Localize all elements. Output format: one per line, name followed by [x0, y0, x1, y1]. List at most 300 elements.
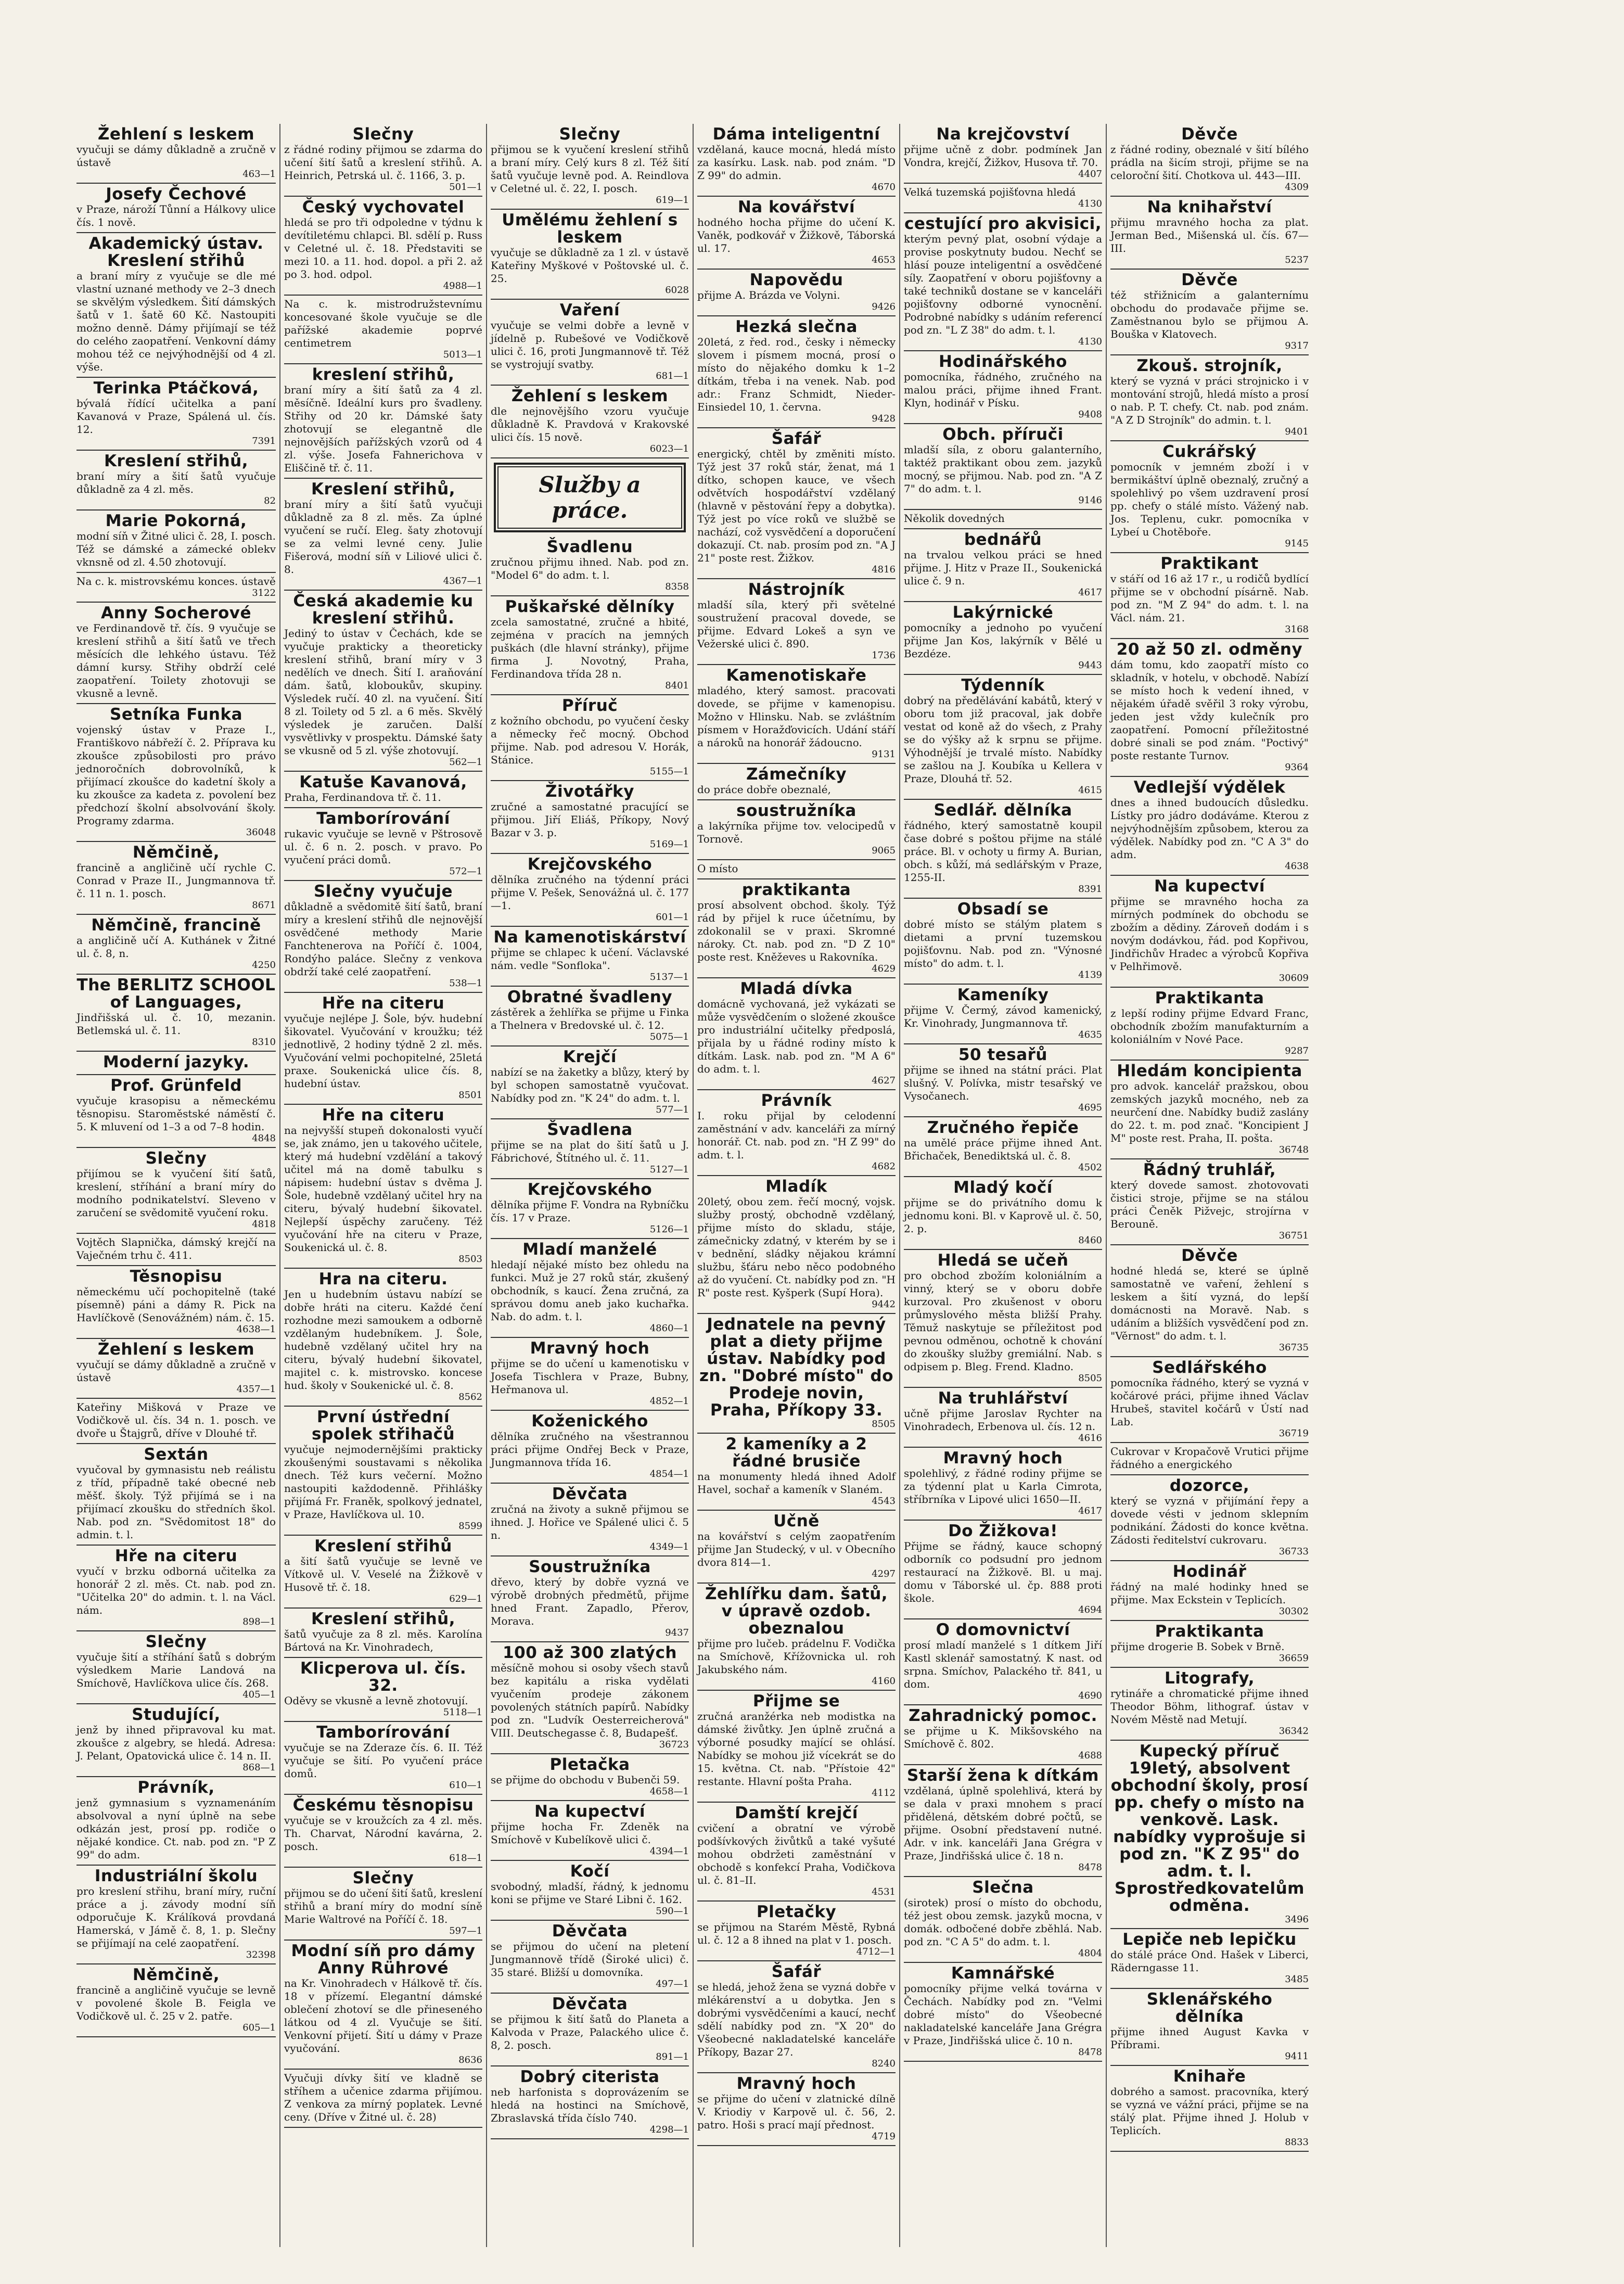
ad-body: vyučuje se důkladně za 1 zl. v ústavě Kateřiny Myškové v Poštovské ul. č. 25. [491, 246, 689, 285]
ad-code: 4854—1 [649, 1469, 689, 1479]
classified-ad [76, 1866, 276, 1964]
ad-code: 4502 [1078, 1162, 1102, 1173]
ad-title: Hledá se učeň [937, 1251, 1069, 1270]
ad-title: Těsnopisu [130, 1267, 223, 1286]
ad-column-6 [1106, 124, 1312, 2247]
ad-title: Řádný truhlář, [1143, 1160, 1276, 1179]
classified-ad [491, 1338, 689, 1411]
ad-body: přijme se do privátního domu k jednomu koni. Bl. v Kaprově ul. č. 50, 2. p. [904, 1196, 1102, 1235]
ad-body: dělníka zručného na všestrannou práci přijme Ondřej Beck v Praze, Jungmannova třída 16. [491, 1430, 689, 1469]
ad-body: vyučuje krasopisu a německému těsnopisu. Staroměstské náměstí č. 5. K mluvení od 1–3 a od 7–8 hodin. [76, 1094, 276, 1133]
ad-body: Oděvy se vkusně a levně zhotovují. [284, 1694, 468, 1707]
ad-code: 36723 [659, 1739, 689, 1750]
ad-body: šatů vyučuje za 8 zl. měs. Karolína Bártová na Kr. Vinohradech, [284, 1628, 482, 1653]
ad-code: 8391 [1078, 884, 1102, 895]
ad-code: 4988—1 [443, 280, 482, 291]
classified-ad [491, 210, 689, 300]
ad-title: O domovnictví [936, 1621, 1070, 1639]
ad-code: 501—1 [449, 182, 482, 193]
ad-code: 4638—1 [236, 1324, 276, 1335]
classified-ad [1110, 1989, 1309, 2066]
classified-ad [284, 591, 482, 772]
ad-code: 4616 [1078, 1433, 1102, 1444]
classified-ad [904, 1250, 1102, 1388]
ad-code: 601—1 [656, 912, 689, 923]
classified-ad [904, 1877, 1102, 1963]
ad-body: přijme se na plat do šití šatů u J. Fábrichové, Štítného ul. č. 11. [491, 1139, 689, 1164]
classified-ad [76, 1234, 276, 1266]
ad-title: praktikanta [741, 881, 851, 899]
ad-code: 4615 [1078, 785, 1102, 796]
classified-ad [697, 1434, 896, 1511]
ad-body: na monumenty hledá ihned Adolf Havel, sochař a kameník v Slaném. [697, 1470, 896, 1496]
ad-body: dělníka zručného na týdenní práci přijme V. Pešek, Senovážná ul. č. 177—1. [491, 873, 689, 912]
ad-column-5 [899, 124, 1106, 2247]
ad-code: 9145 [1285, 538, 1309, 549]
ad-code: 4357—1 [236, 1384, 276, 1395]
ad-body: vyučuje se v kroužcích za 4 zl. měs. Th. Charvat, Národní kavárna, 2. posch. [284, 1814, 482, 1853]
ad-column-3 [486, 124, 693, 2247]
classified-ad [1110, 1061, 1309, 1159]
ad-body: se přijmou k šití šatů do Planeta a Kalvoda v Praze, Palackého ulice č. 8, 2. posch. [491, 2013, 689, 2051]
ad-code: 9442 [872, 1299, 896, 1310]
ad-body: se přijmou na Starém Městě, Rybná ul. č. 12 a 8 ihned na plat v 1. posch. [697, 1921, 896, 1946]
ad-body: Jen u hudebním ústavu nabízí se dobře hráti na citeru. Každé čení rozhodne mezi samoukem a odborně vzdělaným hudebníkem. J. Šole, hudebně vzdělaný učitel hry na citeru, bývalý hudební šikovatel, majitel c. k. mistrovsko. koncese hud. školy v Soukenické ul. č. 8. [284, 1288, 482, 1392]
classified-ad [904, 1705, 1102, 1765]
classified-ad [1110, 1621, 1309, 1668]
ad-body: zručná na životy a sukně přijmou se ihned. J. Hořice ve Spálené ulici č. 5 n. [491, 1503, 689, 1541]
ad-body: se přijme do obchodu v Bubenči 59. [491, 1773, 680, 1786]
ad-body: přijme ihned August Kavka v Příbrami. [1110, 2025, 1309, 2051]
ad-code: 6028 [665, 285, 689, 296]
ad-code: 4130 [1078, 198, 1102, 209]
ad-title: Žehlení s leskem [97, 1340, 255, 1359]
ad-body: O místo [697, 862, 738, 875]
ad-body: nabízí se na žaketky a blůzy, který by byl schopen samostatně vyučovat. Nabídky pod zn. "K 24" do adm. t. l. [491, 1066, 689, 1104]
classified-ad [491, 1556, 689, 1642]
ad-title: Mravný hoch [736, 2074, 856, 2093]
ad-body: vojenský ústav v Praze I., Františkovo nábřeží č. 2. Příprava ku zkoušce způsobilosti pro právo jednoročních dobrovolníků, k přijímací zkoušce do kadetní školy a ku zkoušce za kadeta z. povolení bez předchozí školní absolvování školy. Programy zdarma. [76, 723, 276, 827]
ad-title: Umělému žehlení s leskem [502, 211, 678, 247]
ad-body: na Kr. Vinohradech v Hálkově tř. čís. 18 v přízemí. Elegantní dámské oblečení zhotoví se dle přineseného látkou od 4 zl. Vyučuje se šití. Venkovní přijetí. Šití u dámy v Praze vyučování. [284, 1977, 482, 2055]
ad-title: Klicperova ul. čís. 32. [300, 1659, 467, 1695]
ad-code: 629—1 [449, 1593, 482, 1604]
ad-title: Kočí [570, 1862, 610, 1881]
ad-title: Do Žižkova! [948, 1522, 1058, 1540]
ad-code: 9146 [1078, 495, 1102, 506]
ad-body: 20letá, z řed. rod., česky i německy slovem i písmem mocná, prosí o místo do nějakého domku k 1–2 dítkám, třeba i na venek. Nab. pod adr.: Franz Schmidt, Nieder-Einsiedel 10, 1. června. [697, 336, 896, 413]
classified-ad [76, 1964, 276, 2037]
classified-ad [697, 1511, 896, 1584]
ad-code: 7391 [252, 436, 276, 446]
ad-body: Na c. k. mistrodružstevnímu koncesované škole vyučuje se dle pařížské akademie poprvé centimetrem [284, 298, 482, 349]
ad-code: 9443 [1078, 660, 1102, 671]
ad-code: 36751 [1278, 1230, 1309, 1241]
ad-title: Terinka Ptáčková, [93, 379, 259, 398]
ad-body: mladší síla, který při světelné soustružení pracoval dovede, se přijme. Edvard Lokeš a syn ve Vežerské ulici č. 890. [697, 598, 896, 650]
ad-title: Krejčovského [527, 855, 653, 874]
classified-ad [284, 881, 482, 993]
ad-body: německému učí pochopitelně (také písemně) páni a dámy R. Pick na Havlíčkově (Senovážném) nám. č. 15. [76, 1285, 276, 1324]
classified-ad [76, 1148, 276, 1234]
ad-code: 618—1 [449, 1853, 482, 1864]
ad-body: který dovede samost. zhotovovati čistici stroje, přijme se na stálou práci Čeněk Pižvejc, strojírna v Berouně. [1110, 1179, 1309, 1230]
ad-title: Dáma inteligentní [712, 125, 880, 144]
ad-title: Přijme se [752, 1692, 840, 1711]
classified-ad [491, 1179, 689, 1239]
classified-ad [904, 529, 1102, 602]
classified-ad [1110, 270, 1309, 355]
ad-code: 36342 [1278, 1726, 1309, 1737]
ad-code: 36733 [1278, 1546, 1309, 1557]
classified-ad [76, 1075, 276, 1148]
classified-ad [76, 1631, 276, 1704]
ad-title: Šafář [771, 1962, 822, 1981]
ad-code: 4690 [1078, 1690, 1102, 1701]
ad-title: Tamborírování [316, 809, 450, 828]
classified-ad [1110, 1357, 1309, 1443]
ad-code: 1736 [872, 650, 896, 661]
ad-body: Jindřišská ul. č. 10, mezanin. Betlemská ul. č. 11. [76, 1011, 276, 1037]
ad-title: Napovědu [749, 271, 843, 289]
ad-body: Přijme se řádný, kauce schopný odborník co podsudní pro jednom restaurací na Žižkově. Bl. u maj. domu v Táborské ul. čp. 888 proti škole. [904, 1540, 1102, 1604]
ad-title: Česká akademie ku kreslení střihů. [293, 592, 474, 628]
ad-title: Mladý kočí [953, 1178, 1053, 1197]
ad-body: do práce dobře obeznalé, [697, 783, 831, 796]
classified-ad [904, 1765, 1102, 1877]
ad-code: 4848 [252, 1133, 276, 1144]
ad-body: který se vyzná v práci strojnicko i v montování strojů, hledá místo a prosí o nab. P. T. chefy. Ct. nab. pod znám. "A Z D Strojník" do admin. t. l. [1110, 375, 1309, 426]
ad-body: přijme hocha Fr. Zdeněk na Smíchově v Kubelíkově ulici č. [491, 1820, 689, 1846]
ad-title: Němčině, [132, 843, 220, 862]
ad-title: Kreslení střihů [314, 1537, 452, 1555]
classified-ad [904, 124, 1102, 184]
ad-body: Vojtěch Slapnička, dámský krejčí na Vaječném trhu č. 411. [76, 1236, 276, 1261]
classified-ad [284, 772, 482, 808]
ad-title: Kreslení střihů, [311, 480, 456, 499]
ad-body: Jediný to ústav v Čechách, kde se vyučuje prakticky a theoreticky kreslení střihů, braní míry v 3 nedělích ve dnech. Šití I. araňování dám. šatů, kloboukův, skupiny. Výsledek ručí. 40 zl. na vyučení. Šití 8 zl. Toilety od 5 zl. a 6 měs. Skvělý výsledek je zaručen. Další vysvětlivky v prospektu. Dámské šaty se vkusně od 5 zl. výše zhotovují. [284, 627, 482, 757]
ad-code: 4816 [872, 564, 896, 575]
ad-title: Mravný hoch [530, 1339, 650, 1358]
ad-body: dle nejnovějšího vzoru vyučuje důkladně K. Pravdová v Krakovské ulici čís. 15 nově. [491, 405, 689, 443]
ad-title: Žehlení s leskem [97, 125, 255, 144]
classified-ad [1110, 355, 1309, 441]
ad-code: 4160 [872, 1676, 896, 1687]
ad-title: Právník, [137, 1778, 215, 1797]
ad-body: rukavic vyučuje se levně v Pštrosově ul. č. 6 n. 2. posch. v pravo. Po vyučení práci domů. [284, 827, 482, 866]
ad-body: prosí absolvent obchod. školy. Týž rád by přijel k ruce účetnímu, by zdokonalil se v praxi. Skromné nároky. Ct. nab. pod zn. "D Z 10" poste rest. Kněževes u Rakovníka. [697, 899, 896, 963]
running-head [62, 99, 1546, 120]
classified-ad [491, 987, 689, 1047]
ad-body: vyučuje nejmodernějšími prakticky zkoušenými soustavami s několika dnech. Též kurs večerní. Možno nastoupiti každodenně. Přihlášky přijímá Fr. Franěk, spolkový jednatel, v Praze, Havlíčkova ul. 10. [284, 1443, 482, 1521]
classified-ad [76, 451, 276, 511]
ad-code: 610—1 [449, 1780, 482, 1791]
classified-ad [284, 124, 482, 197]
ad-code: 4804 [1078, 1948, 1102, 1959]
ad-title: Praktikanta [1155, 989, 1264, 1007]
ad-code: 5137—1 [649, 972, 689, 982]
classified-ad [697, 1176, 896, 1314]
ad-code: 497—1 [656, 1979, 689, 1989]
ad-code: 8240 [872, 2058, 896, 2069]
ad-title: Studující, [132, 1705, 221, 1724]
ad-body: hodné hledá se, které se úplně samostatně ve vaření, žehlení s leskem a šití vyzná, do lepší domácnosti na Moravě. Nab. s udáním a bližších vysvědčení pod zn. "Věrnost" do adm. t. l. [1110, 1265, 1309, 1342]
ad-code: 4694 [1078, 1604, 1102, 1615]
ad-title: Vaření [559, 301, 620, 320]
ad-body: řádný na malé hodinky hned se přijme. Max Eckstein v Teplicích. [1110, 1580, 1309, 1606]
ad-title: Marie Pokorná, [105, 512, 247, 530]
ad-title: Na kupectví [534, 1802, 646, 1821]
classified-ad [697, 270, 896, 316]
classified-ad [76, 233, 276, 378]
ad-body: vyučuje nejlépe J. Šole, býv. hudební šikovatel. Vyučování v kroužku; též jednotlivě, 2 hodiny týdně 2 zl. měs. Vyučování velmi pochopitelné, 25letá praxe. Soukenická ulice čís. 8, hudební ústav. [284, 1012, 482, 1090]
classified-ad [491, 1801, 689, 1861]
classified-ad [1110, 1475, 1309, 1561]
classified-ad [1110, 988, 1309, 1061]
ad-body: hodného hocha přijme do učení K. Vaněk, podkovář v Žižkově, Táborská ul. 17. [697, 216, 896, 254]
classified-ad [284, 364, 482, 479]
ad-title: 50 tesařů [958, 1045, 1047, 1064]
ad-title: Žehlířku dam. šatů, v úpravě ozdob. obeznalou [705, 1585, 888, 1638]
classified-ad [1110, 441, 1309, 553]
ad-code: 605—1 [242, 2022, 276, 2033]
ad-title: Obch. příruči [942, 425, 1064, 444]
ad-title: Vedlejší výdělek [1133, 778, 1286, 797]
ad-body: Vyučuji dívky šití ve kladně se stříhem a učenice zdarma přijímou. Z venkova za mírný poplatek. Levné ceny. (Dříve v Žitné ul. č. 28) [284, 2072, 482, 2123]
ad-body: v stáří od 16 až 17 r., u rodičů bydlící přijme se v obchodní písárně. Nab. pod zn. "M Z 94" do adm. t. l. na Václ. nám. 21. [1110, 572, 1309, 624]
ad-title: Mladík [765, 1177, 827, 1196]
ad-title: Josefy Čechové [106, 185, 247, 203]
classified-ad [76, 511, 276, 573]
classified-ad [76, 184, 276, 233]
ad-code: 3485 [1285, 1974, 1309, 1985]
ad-body: přijmu mravného hocha za plat. Jerman Bed., Mišenská ul. čís. 67—III. [1110, 216, 1309, 254]
classified-ad [284, 479, 482, 591]
classified-ad [1110, 1245, 1309, 1357]
ad-title: Českému těsnopisu [292, 1796, 474, 1815]
classified-ad [1110, 639, 1309, 777]
ad-body: dělníka přijme F. Vondra na Rybníčku čís. 17 v Praze. [491, 1198, 689, 1224]
classified-ad [697, 124, 896, 197]
ad-body: přijímou se k vyučení šití šatů, kreslení, stříhání a braní míry do modního podnikatelství. Sleveno v zaručení se svědomitě vyučení roku. [76, 1167, 276, 1219]
ad-body: Velká tuzemská pojišťovna hledá [904, 186, 1076, 198]
ad-title: Na krejčovství [936, 125, 1070, 144]
ad-code: 4818 [252, 1219, 276, 1230]
ad-code: 9428 [872, 413, 896, 424]
ad-body: pro obchod zbožím koloniálním a vinný, který se v oboru dobře kurzoval. Pro zkušenost v oboru průmyslového města bližší Prahy. Těmuž naskytuje se příležitost pod pevnou odměnou, ochotně k chování do zkoušky služby gremiální. Nab. s odpisem p. Bleg. Frend. Kladno. [904, 1269, 1102, 1373]
classified-ad [697, 579, 896, 665]
classified-ad [904, 1117, 1102, 1177]
ad-title: Kreslení střihů, [311, 1610, 456, 1628]
ad-title: Na kupectví [1154, 877, 1265, 896]
ad-title: Kupecký příruč 19letý, absolvent obchodní školy, prosí pp. chefy o místo na venkově. Lask. nabídky vyprošuje si pod zn. "K Z 95" do adm. t. l. Sprostředkovatelům odměna. [1110, 1742, 1309, 1915]
classified-ad [904, 1177, 1102, 1250]
ad-body: z řádné rodiny přijmou se zdarma do učení šití šatů a kreslení střihů. A. Heinrich, Petrská ul. č. 1166, 3. p. [284, 143, 482, 182]
ad-title: Slečna [972, 1878, 1034, 1897]
ad-code: 891—1 [656, 2051, 689, 2062]
ad-body: přijme A. Brázda ve Volyni. [697, 289, 840, 301]
ad-code: 4653 [872, 254, 896, 265]
ad-code: 405—1 [242, 1689, 276, 1700]
ad-title: Němčině, francině [91, 916, 261, 935]
ad-body: rytináře a chromatické přijme ihned Theodor Böhm, lithograf. ústav v Novém Městě nad Metují. [1110, 1687, 1309, 1726]
ad-body: francině a angličině učí rychle C. Conrad v Praze II., Jungmannova tř. č. 11 n. 1. posch. [76, 861, 276, 900]
ad-code: 681—1 [656, 371, 689, 381]
ad-code: 5169—1 [649, 839, 689, 850]
ad-code: 4297 [872, 1568, 896, 1579]
classified-ad [491, 781, 689, 854]
classified-ad [697, 978, 896, 1090]
ad-body: přijme pro lučeb. prádelnu F. Vodička na Smíchově, Křížovnicka ul. roh Jakubského nám. [697, 1637, 896, 1676]
ad-code: 4658—1 [649, 1786, 689, 1797]
ad-title: Moderní jazyky. [103, 1053, 250, 1071]
ad-column-1 [73, 124, 279, 2247]
classified-ad [904, 184, 1102, 213]
ad-title: Děvče [1181, 125, 1238, 144]
ad-body: přijme se chlapec k učení. Václavské nám. vedle "Sonfloka". [491, 946, 689, 972]
ad-title: Sklenářského dělníka [1146, 1990, 1273, 2026]
ad-code: 572—1 [449, 866, 482, 877]
classified-ad [491, 1642, 689, 1754]
ad-body: se hledá, jehož žena se vyzná dobře v mlékárenství a u dobytka. Jen s dobrými vysvědčeními a kaucí, nechť sdělí nabídky pod zn. "X 20" do Všeobecné nakladatelské kanceláře Příkopy, Bazar 27. [697, 1981, 896, 2058]
ad-body: též střižnicím a galanternímu obchodu do prodavače přijme se. Zaměstnanou bylo se přijmou A. Bouška v Klatovech. [1110, 289, 1309, 340]
classified-ad [904, 899, 1102, 985]
ad-title: Praktikant [1160, 554, 1259, 573]
ad-body: vyučoval by gymnasistu neb reálistu z tříd, případně také obecné neb měšť. školy. Týž přijímá se i na přijímací zkoušku do středních škol. Nab. pod zn. "Svědomitost 18" do admin. t. l. [76, 1463, 276, 1541]
ad-title: Obratné švadleny [507, 988, 673, 1006]
ad-body: a braní míry z vyučuje se dle mé vlastní uznané methody ve 2–3 dnech se skvělým výsledkem. Šití dámských šatů v 1. šatě 60 Kč. Nastoupiti možno denně. Dámy přijímají se též do celého zaopatření. Venkovní dámy mohou též ce nejvýhodnější od 4 zl. výše. [76, 270, 276, 373]
ad-code: 562—1 [449, 757, 482, 768]
ad-body: a šití šatů vyučuje se levně ve Vítkově ul. V. Veselé na Žižkově v Husově tř. č. 18. [284, 1555, 482, 1593]
classified-ad [1110, 1668, 1309, 1741]
ad-title: Katuše Kavanová, [299, 773, 467, 792]
classified-ad [284, 1269, 482, 1407]
classified-ad [491, 386, 689, 458]
classified-ad [1110, 124, 1309, 197]
ad-title: Švadlenu [546, 538, 633, 556]
ad-title: Pletačka [549, 1755, 630, 1774]
classified-ad [284, 1105, 482, 1269]
ad-title: Zahradnický pomoc. [909, 1706, 1097, 1725]
ad-title: Příruč [561, 696, 618, 715]
ad-title: Sedlář. dělníka [934, 801, 1072, 820]
ad-title: Švadlena [547, 1120, 633, 1139]
classified-ad [697, 316, 896, 428]
ad-body: dnes a ihned budoucích důsledku. Lístky pro jádro dodáváme. Kterou z nejvýhodnějším způsobem, kterou za výdělek. Nabídky pod zn. "C A 3" do adm. [1110, 796, 1309, 861]
ad-code: 4407 [1078, 169, 1102, 180]
ad-title: Mladá dívka [740, 979, 853, 998]
classified-ad [1110, 1741, 1309, 1929]
ad-title: Šafář [771, 429, 822, 448]
ad-body: přijme drogerie B. Sobek v Brně. [1110, 1640, 1285, 1653]
ad-code: 4617 [1078, 587, 1102, 598]
ad-body: spolehlivý, z řádné rodiny přijme se za týdenní plat u Karla Cimrota, stříbrníka v Lipové ulici 1650—II. [904, 1467, 1102, 1505]
classified-ad [491, 1239, 689, 1338]
ad-code: 4349—1 [649, 1541, 689, 1552]
ad-body: svobodný, mladší, řádný, k jednomu koni se přijme ve Staré Libni č. 162. [491, 1880, 689, 1906]
ad-title: Zkouš. strojník, [1136, 356, 1283, 375]
ad-code: 8671 [252, 900, 276, 911]
ad-code: 5126—1 [649, 1224, 689, 1235]
ad-code: 9131 [872, 749, 896, 760]
classified-ad [697, 800, 896, 860]
ad-body: pomocníka, řádného, zručného na malou práci, přijme ihned Frant. Klyn, hodinář v Písku. [904, 371, 1102, 409]
classified-ad [697, 197, 896, 270]
ad-title: Jednatele na pevný plat a diety přijme ústav. Nabídky pod zn. "Dobré místo" do Prodeje novin, Praha, Příkopy 33. [699, 1315, 894, 1420]
classified-ad [491, 854, 689, 927]
ad-code: 4309 [1285, 182, 1309, 193]
ad-body: dřevo, který by dobře vyzná ve výrobě drobných předmětů, přijme hned Frant. Zapadlo, Přerov, Morava. [491, 1576, 689, 1627]
ad-code: 577—1 [656, 1104, 689, 1115]
ad-title: Děvčata [552, 1485, 628, 1503]
classified-ad [284, 296, 482, 364]
ad-code: 8478 [1078, 1862, 1102, 1873]
ad-title: Cukrářský [1162, 442, 1257, 461]
ad-title: kreslení střihů, [312, 365, 455, 384]
classified-ad [284, 1407, 482, 1536]
ad-title: Krejčovského [527, 1180, 653, 1199]
classified-ad [491, 1119, 689, 1179]
ad-body: zručná aranžérka neb modistka na dámské živůtky. Jen úplně zručná a výborné posudky mající se ohlásí. Nabídky se mohou již vícekrát se do 15. května. Ct. nab. "Přístoie 42" restante. Hlavní pošta Praha. [697, 1710, 896, 1788]
classified-ad [491, 1994, 689, 2066]
classified-ad [697, 665, 896, 764]
classified-ad [904, 1448, 1102, 1521]
ad-code: 9426 [872, 301, 896, 312]
classified-ad [76, 124, 276, 184]
classified-ad [76, 1546, 276, 1631]
ad-title: Lepiče neb lepičku [1122, 1930, 1297, 1949]
ad-body: dám tomu, kdo zaopatří místo co skladník, v hotelu, v obchodě. Nabízí se místo hoch k vedení ihned, v nějakém úřadě svěřil 3 roky výrobu, jeden jest vždy kulečník pro zaopatření. Pomocní příležitostné dobré sinali se pod znám. "Poctivý" poste restante Turnov. [1110, 658, 1309, 762]
classified-ad [491, 300, 689, 386]
ad-body: jenž by ihned připravoval ku mat. zkoušce z algebry, se hledá. Adresa: J. Pelant, Opatovická ulice č. 14 n. II. [76, 1724, 276, 1762]
ad-body: na trvalou velkou práci se hned přijme. J. Hitz v Praze II., Soukenická ulice č. 9 n. [904, 548, 1102, 587]
ad-title: Akademický ústav. Kreslení střihů [88, 234, 264, 270]
ad-body: na kovářství s celým zaopatřením přijme Jan Studecký, v ul. v Obecního dvora 814—1. [697, 1530, 896, 1568]
ad-body: měsíčně mohou si osoby všech stavů bez kapitálu a riska vydělati vyučením prodeje zákonem povolených státních papírů. Nabídky pod zn. "Ludvík Oesterreicherová" VIII. Deutschegasse č. 8, Budapešť. [491, 1662, 689, 1739]
classified-ad [76, 1266, 276, 1339]
ad-body: Na c. k. mistrovskému konces. ústavě [76, 575, 276, 588]
classified-ad [491, 927, 689, 987]
section-banner: Služby a práce. [494, 463, 686, 532]
ad-title: Slečny vyučuje [313, 882, 453, 901]
ad-body: na nejvyšší stupeň dokonalosti vyučí se, jak známo, jen u takového učitele, který má hudební vzdělání a takový učitel má na domě tabulku s nápisem: hudební ústav s dvěma J. Šole, hudebně vzdělaný učitel hry na citeru, bývalý hudební šikovatel. Nejlepší úspěchy zaručeny. Též vyučování hře na citeru v Praze, Soukenická ul. č. 8. [284, 1124, 482, 1254]
ad-code: 8599 [458, 1521, 482, 1532]
classified-ad [284, 1868, 482, 1941]
ad-body: vyučuje šití a stříhání šatů s dobrým výsledkem Marie Landová na Smíchově, Havlíčkova ulice čís. 268. [76, 1651, 276, 1689]
ad-body: francině a angličině vyučuje se levně v povolené škole B. Feigla ve Vodičkově ul. č. 25 v 2. patře. [76, 1984, 276, 2022]
ad-code: 5013—1 [443, 349, 482, 360]
ad-code: 36659 [1278, 1653, 1309, 1664]
classified-ad [1110, 1443, 1309, 1475]
ad-code: 8833 [1285, 2137, 1309, 2148]
classified-ad [904, 1619, 1102, 1705]
classified-ad [76, 1052, 276, 1075]
ad-title: Kameníky [957, 986, 1049, 1004]
ad-title: Soustružníka [529, 1558, 651, 1576]
ad-code: 4629 [872, 963, 896, 974]
ad-body: vyučuji se dámy důkladně a zručně v ústavě [76, 143, 276, 169]
ad-body: mladého, který samost. pracovati dovede, se přijme v kamenopisu. Možno v Hlinsku. Nab. se zvláštním písmem v Horažďovicích. Udání stáří a nároků na honorář žádoucno. [697, 684, 896, 749]
ad-body: pomocníka řádného, který se vyzná v kočárové práci, přijme ihned Václav Hrubeš, stavitel kočárů v Ústí nad Lab. [1110, 1376, 1309, 1428]
ad-body: domácně vychovaná, jež vykázati se může vysvědčením o složené zkoušce pro industriální učitelky předposlá, přijala by u řádné rodiny místo k dítkám. Lask. nab. pod zn. "M A 6" do adm. t. l. [697, 998, 896, 1075]
ad-body: zručnou přijmu ihned. Nab. pod zn. "Model 6" do adm. t. l. [491, 556, 689, 581]
ad-code: 4627 [872, 1075, 896, 1086]
ad-body: cvičení a obratní ve výrobě podšívkových živůtků a také vyšuté mohou obdržeti zaměstnání v obchodě s konfekcí Praha, Vodičkova ul. č. 81–II. [697, 1822, 896, 1886]
ad-body: přijme učně z dobr. podmínek Jan Vondra, krejčí, Žižkov, Husova tř. 70. [904, 143, 1102, 169]
ad-code: 32398 [246, 1949, 276, 1960]
ad-title: Litografy, [1165, 1669, 1255, 1688]
classified-ad [904, 351, 1102, 424]
